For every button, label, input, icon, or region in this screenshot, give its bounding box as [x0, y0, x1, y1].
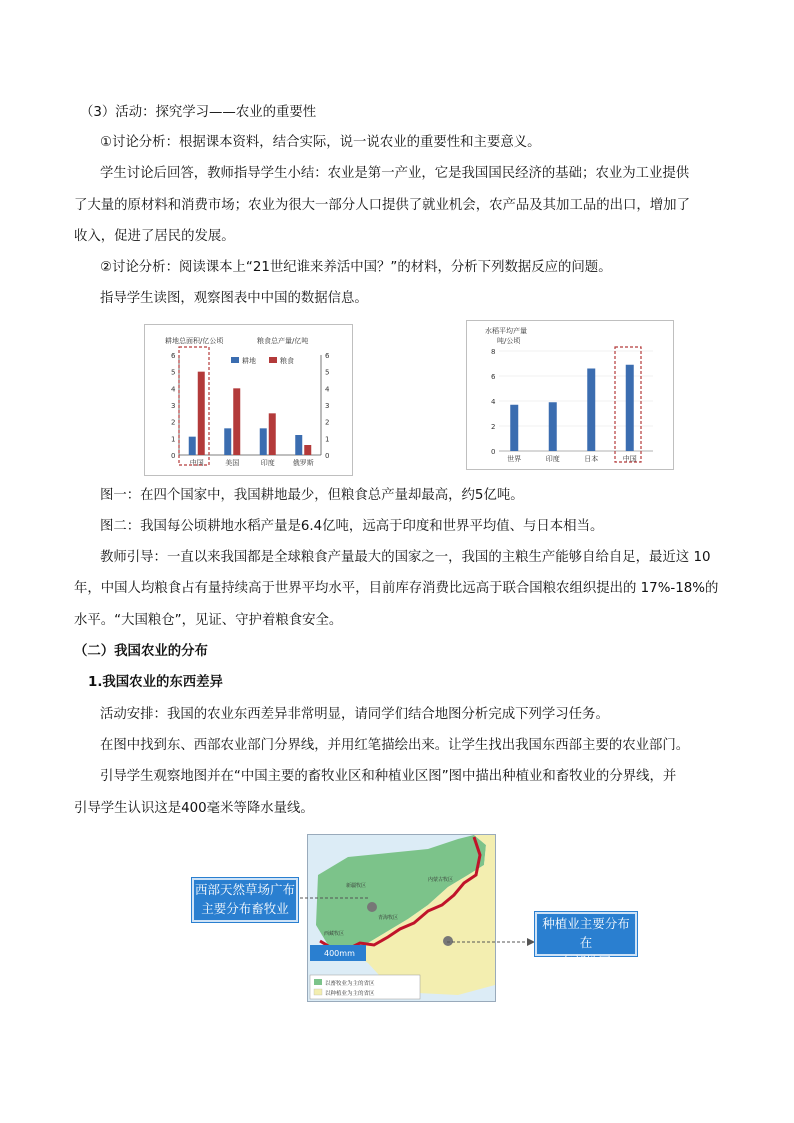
bar-耕地 — [189, 437, 196, 455]
paragraph-line: 收入，促进了居民的发展。 — [74, 229, 235, 244]
discussion-2: ②讨论分析：阅读课本上“21世纪谁来养活中国？”的材料，分析下列数据反应的问题。 — [100, 260, 612, 275]
chart-rice-yield — [466, 320, 674, 470]
region-label: 西藏牧区 — [324, 931, 345, 937]
bar-粮食 — [269, 413, 276, 455]
bar-印度 — [549, 402, 557, 451]
y-tick-label: 8 — [491, 348, 496, 356]
bar-耕地 — [224, 428, 231, 455]
region-label: 内蒙古牧区 — [428, 877, 454, 883]
legend-swatch-grain — [269, 357, 277, 363]
east-arrow — [447, 928, 537, 968]
bar-耕地 — [295, 435, 302, 455]
discussion-1: ①讨论分析：根据课本资料，结合实际，说一说农业的重要性和主要意义。 — [100, 135, 541, 150]
west-callout-line: 西部天然草场广布 — [194, 882, 295, 897]
x-tick-label: 中国 — [622, 455, 637, 463]
legend-pasture: 以畜牧业为主的省区 — [325, 981, 375, 987]
x-tick-label: 美国 — [225, 459, 240, 467]
teacher-guidance: 教师引导：一直以来我国都是全球粮食产量最大的国家之一，我国的主粮生产能够自给自足，最近这 10 — [100, 550, 711, 565]
y-tick-label-right: 3 — [325, 402, 330, 410]
figure-1-note: 图一：在四个国家中，我国耕地最少，但粮食总产量却最高，约5亿吨。 — [100, 488, 524, 503]
y-tick-label: 2 — [491, 423, 496, 431]
x-tick-label: 中国 — [189, 459, 204, 467]
y-tick-label-right: 1 — [325, 435, 330, 444]
legend-farmland: 耕地 — [242, 357, 256, 365]
right-axis-title: 粮食总产量/亿吨 — [257, 337, 309, 345]
bar-粮食 — [198, 372, 205, 455]
bar-中国 — [626, 365, 634, 451]
east-callout-line: 东部地区 — [560, 954, 611, 969]
bar-日本 — [587, 369, 595, 452]
east-callout-line: 种植业主要分布在 — [542, 916, 630, 950]
left-axis-title: 耕地总面积/亿公顷 — [165, 337, 224, 345]
west-callout-line: 主要分布畜牧业 — [201, 901, 289, 916]
paragraph-line: 了大量的原材料和消费市场；农业为很大一部分人口提供了就业机会，农产品及其加工品的出口，增加了 — [74, 198, 690, 213]
legend-swatch-crop — [314, 989, 322, 995]
x-tick-label: 世界 — [507, 455, 522, 463]
y-tick-label: 4 — [491, 398, 496, 406]
legend-swatch-farmland — [231, 357, 239, 363]
bar-世界 — [510, 405, 518, 451]
y-tick-label-right: 4 — [325, 385, 330, 394]
task-line: 在图中找到东、西部农业部门分界线，并用红笔描绘出来。让学生找出我国东西部主要的农业部门。 — [100, 738, 690, 753]
x-tick-label: 印度 — [260, 459, 275, 467]
figure-2-note: 图二：我国每公顷耕地水稻产量是6.4亿吨，远高于印度和世界平均值、与日本相当。 — [100, 519, 604, 534]
west-callout — [192, 878, 298, 922]
section-heading: （二）我国农业的分布 — [74, 644, 208, 659]
y-tick-label-left: 6 — [171, 352, 176, 360]
bar-粮食 — [304, 445, 311, 455]
y-tick-label-left: 2 — [171, 418, 176, 427]
y-tick-label: 6 — [491, 373, 496, 381]
y-tick-label-left: 5 — [171, 368, 176, 377]
chart2-title: 水稻平均产量 — [485, 327, 527, 335]
y-tick-label-right: 0 — [325, 452, 330, 460]
west-arrow — [290, 890, 390, 950]
region-label: 新疆牧区 — [346, 883, 367, 889]
activity-heading: （3）活动：探究学习——农业的重要性 — [80, 105, 317, 120]
label-400mm: 400mm — [324, 949, 355, 958]
y-tick-label-left: 0 — [171, 452, 176, 460]
x-tick-label: 日本 — [584, 455, 599, 463]
east-callout — [535, 912, 637, 969]
legend-grain: 粮食 — [280, 357, 294, 365]
legend-swatch-pasture — [314, 979, 322, 985]
y-tick-label-right: 2 — [325, 418, 330, 427]
y-tick-label-right: 5 — [325, 368, 330, 377]
y-tick-label-left: 3 — [171, 402, 176, 410]
bar-耕地 — [260, 428, 267, 455]
subsection-heading: 1.我国农业的东西差异 — [88, 675, 223, 690]
task-line: 引导学生认识这是400毫米等降水量线。 — [74, 801, 314, 816]
x-tick-label: 印度 — [545, 455, 560, 463]
paragraph-line: 年，中国人均粮食占有量持续高于世界平均水平，目前库存消费比远高于联合国粮农组织提出的 17%-18%的 — [74, 581, 719, 596]
y-tick-label-left: 4 — [171, 385, 176, 394]
paragraph-line: 水平。“大国粮仓”，见证、守护着粮食安全。 — [74, 613, 343, 628]
y-tick-label: 0 — [491, 448, 496, 456]
paragraph-line: 指导学生读图，观察图表中中国的数据信息。 — [100, 291, 368, 306]
chart2-unit: 吨/公顷 — [497, 337, 521, 345]
task-line: 引导学生观察地图并在“中国主要的畜牧业区和种植业区图”图中描出种植业和畜牧业的分界线，并 — [100, 769, 677, 784]
activity-arrangement: 活动安排：我国的农业东西差异非常明显，请同学们结合地图分析完成下列学习任务。 — [100, 707, 609, 722]
region-label: 青海牧区 — [378, 915, 399, 921]
legend-crop: 以种植业为主的省区 — [325, 991, 375, 997]
paragraph-line: 学生讨论后回答，教师指导学生小结：农业是第一产业，它是我国国民经济的基础；农业为工业提供 — [100, 166, 690, 181]
chart-farmland-grain — [144, 324, 353, 476]
x-tick-label: 俄罗斯 — [292, 459, 314, 467]
bar-粮食 — [233, 388, 240, 455]
y-tick-label-right: 6 — [325, 352, 330, 360]
y-tick-label-left: 1 — [171, 435, 176, 444]
